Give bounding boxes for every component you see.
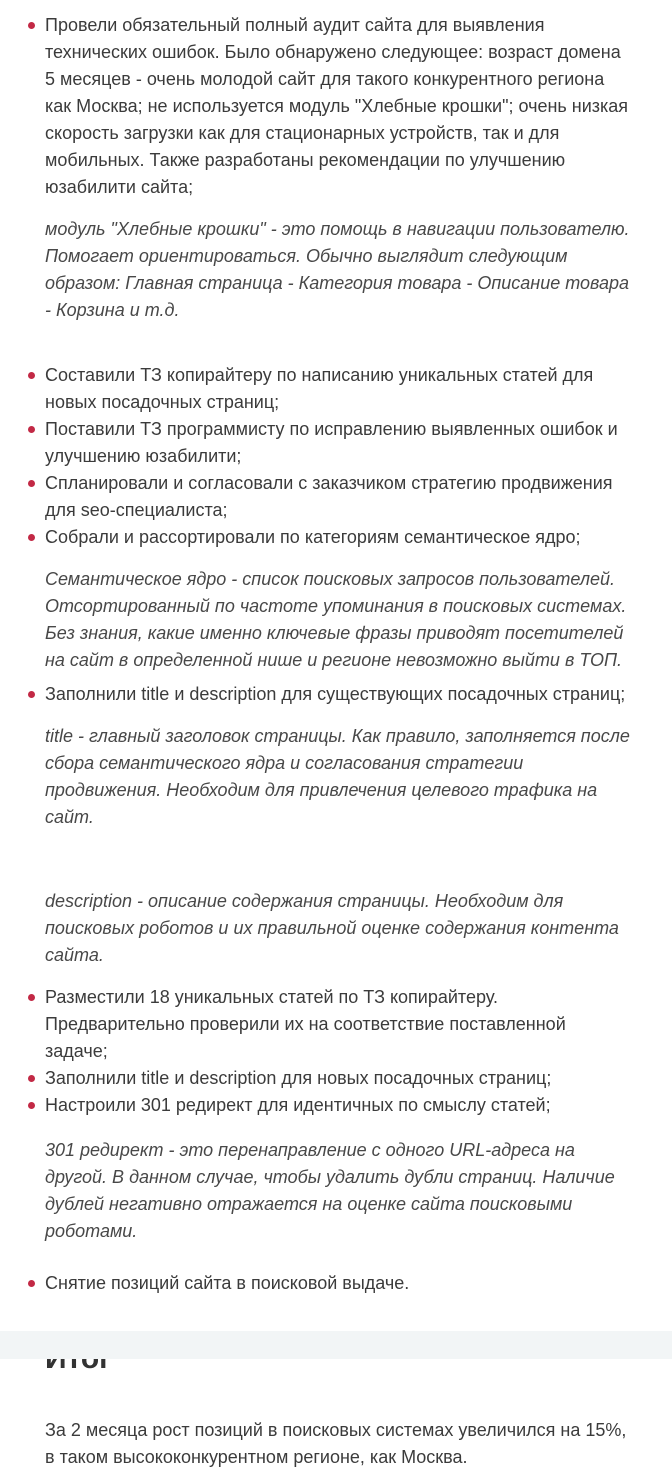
list-item: Заполнили title и description для новых посадочных страниц; [45,1065,632,1092]
list-item: Настроили 301 редирект для идентичных по смыслу статей; [45,1092,632,1119]
note-redirect: 301 редирект - это перенаправление с одного URL-адреса на другой. В данном случае, чтобы удалить дубли страниц. Наличие дублей негативно отражается на оценке сайта поисковыми роботами. [45,1140,615,1241]
summary-text: За 2 месяца рост позиций в поисковых системах увеличился на 15%, в таком высококонкурентном регионе, как Москва. [45,1420,627,1467]
list-item: Поставили ТЗ программисту по исправлению выявленных ошибок и улучшению юзабилити; [45,416,632,470]
list-item: Собрали и рассортировали по категориям семантическое ядро; [45,524,632,551]
list-item: Спланировали и согласовали с заказчиком стратегию продвижения для seo-специалиста; [45,470,632,524]
note-title: title - главный заголовок страницы. Как правило, заполняется после сбора семантического ядра и согласования стратегии продвижения. Необходим для привлечения целевого трафика на сайт. [45,726,630,827]
positions-list [45,1270,632,1297]
list-item: Разместили 18 уникальных статей по ТЗ копирайтеру. Предварительно проверили их на соответствие поставленной задаче; [45,984,632,1065]
meta-existing-list [45,681,632,708]
list-item: Составили ТЗ копирайтеру по написанию уникальных статей для новых посадочных страниц; [45,362,632,416]
content-list [45,984,632,1119]
tasks-list [45,362,632,551]
note-semantic-core: Семантическое ядро - список поисковых запросов пользователей. Отсортированный по частоте упоминания в поисковых системах. Без знания, какие именно ключевые фразы приводят посетителей на сайт в определенной нише и регионе невозможно выйти в ТОП. [45,569,627,670]
note-description: description - описание содержания страницы. Необходим для поисковых роботов и их правильной оценке содержания контента сайта. [45,891,619,965]
note-breadcrumbs: модуль "Хлебные крошки" - это помощь в навигации пользователю. Помогает ориентироваться. Обычно выглядит следующим образом: Главная страница - Категория товара - Описание товара - Корзина и т.д. [45,219,630,320]
list-item: Заполнили title и description для существующих посадочных страниц; [45,681,632,708]
list-item: Провели обязательный полный аудит сайта для выявления технических ошибок. Было обнаружено следующее: возраст домена 5 месяцев - очень молодой сайт для такого конкурентного региона как Москва; не используется модуль "Хлебные крошки"; очень низкая скорость загрузки как для стационарных устройств, так и для мобильных. Также разработаны рекомендации по улучшению юзабилити сайта; [45,12,632,201]
list-item: Снятие позиций сайта в поисковой выдаче. [45,1270,632,1297]
footer-band [0,1331,672,1359]
audit-list [45,12,632,201]
